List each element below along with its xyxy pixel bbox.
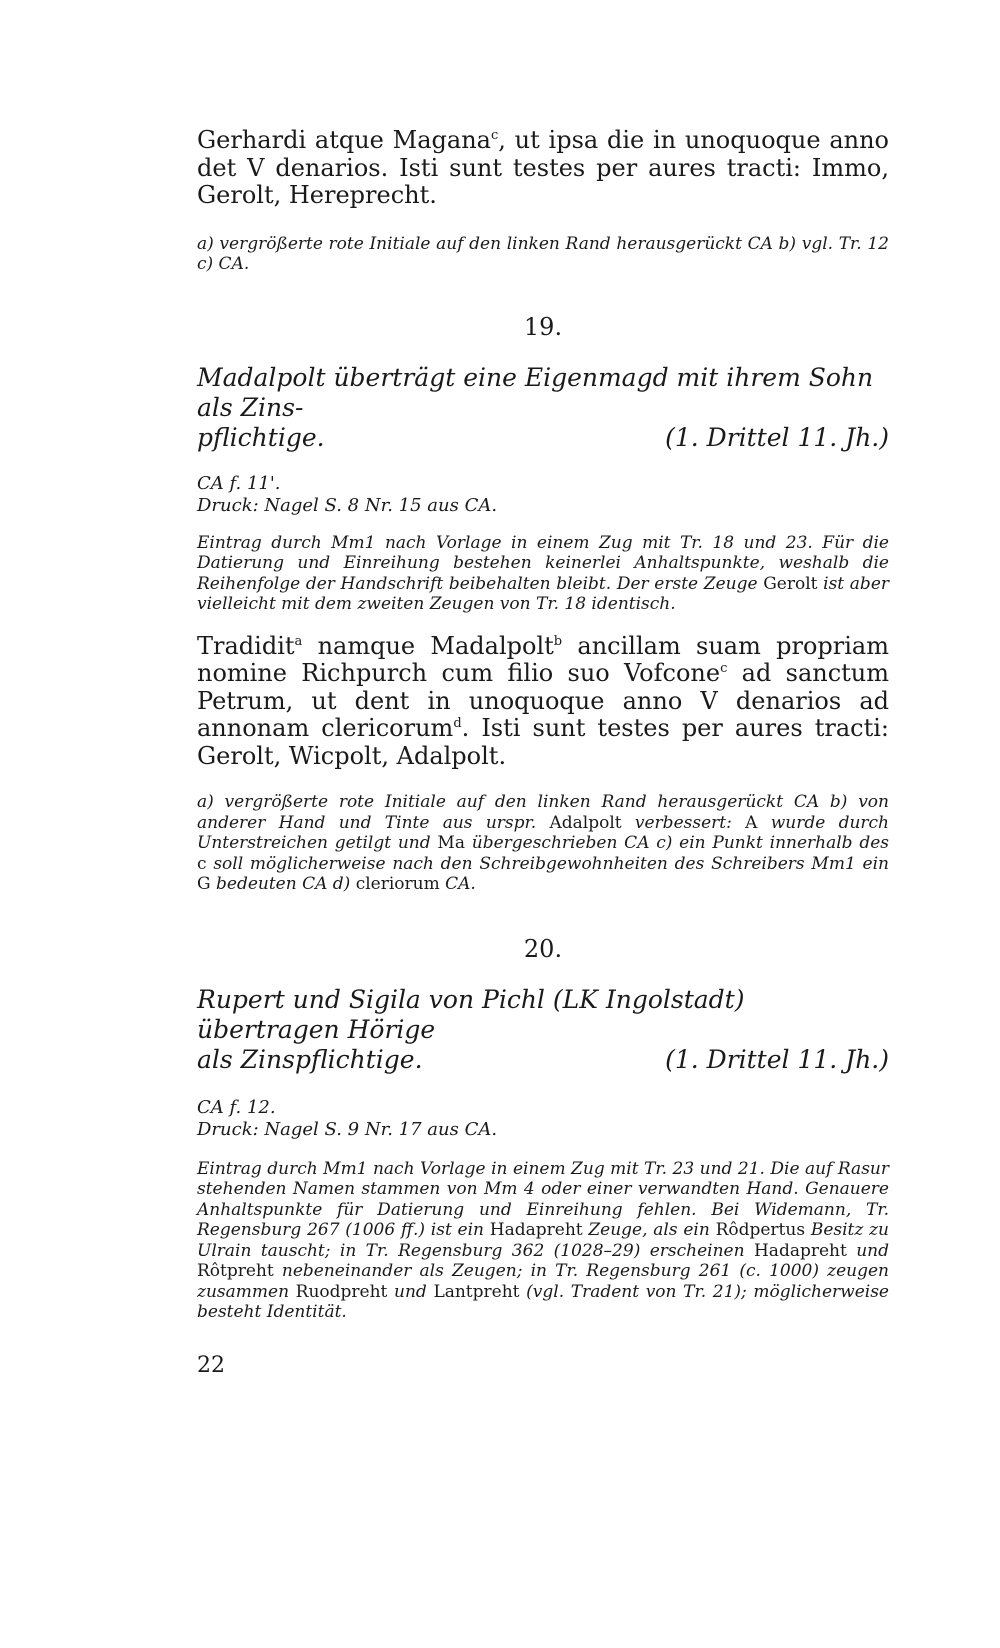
entry-20-title-line2: als Zinspflichtige.	[197, 1044, 423, 1074]
entry-19-commentary: Eintrag durch Mm1 nach Vorlage in einem Zug mit Tr. 18 und 23. Für die Datierung und Einreihung bestehen keinerlei Anhaltspunkte, weshalb die Reihenfolge der Handschrift beibehalten bleibt. Der erste Zeuge Gerolt ist aber vielleicht mit dem zweiten Zeugen von Tr. 18 identisch.	[197, 532, 890, 614]
entry-20-title-line1: Rupert und Sigila von Pichl (LK Ingolstadt) übertragen Hörige	[197, 984, 745, 1044]
entry-19-heading	[197, 363, 889, 453]
entry-20-date: (1. Drittel 11. Jh.)	[665, 1044, 889, 1074]
footnotes-18: a) vergrößerte rote Initiale auf den linken Rand herausgerückt CA b) vgl. Tr. 12 c) CA.	[197, 233, 889, 274]
entry-19-date: (1. Drittel 11. Jh.)	[665, 422, 889, 452]
text-continuation: Gerhardi atque Magana$^c$, ut ipsa die in unoquoque anno det V denarios. Isti sunt testes per aures tracti: Immo, Gerolt, Hereprecht.	[197, 126, 889, 209]
entry-number-19: 19.	[523, 312, 563, 341]
entry-19-source: CA f. 11'.	[197, 472, 281, 494]
entry-20-source: CA f. 12.	[197, 1096, 276, 1118]
page-content	[197, 127, 889, 1378]
entry-19-title-line2: pflichtige.	[197, 422, 325, 452]
page-number: 22	[197, 1352, 225, 1378]
entry-20-commentary: Eintrag durch Mm1 nach Vorlage in einem Zug mit Tr. 23 und 21. Die auf Rasur stehenden Namen stammen von Mm 4 oder einer verwandten Hand. Genauere Anhaltspunkte für Datierung und Einreihung fehlen. Bei Widemann, Tr. Regensburg 267 (1006 ff.) ist ein Hadapreht Zeuge, als ein Rôdpertus Besitz zu Ulrain tauscht; in Tr. Regensburg 362 (1028–29) erscheinen Hadapreht und Rôtpreht nebeneinander als Zeugen; in Tr. Regensburg 261 (c. 1000) zeugen zusammen Ruodpreht und Lantpreht (vgl. Tradent von Tr. 21); möglicherweise besteht Identität.	[197, 1158, 889, 1322]
entry-19-footnotes: a) vergrößerte rote Initiale auf den linken Rand herausgerückt CA b) von anderer Hand und Tinte aus urspr. Adalpolt verbessert: A wurde durch Unterstreichen getilgt und Ma übergeschrieben CA c) ein Punkt innerhalb des c soll möglicherweise nach den Schreibgewohnheiten des Schreibers Mm1 ein G bedeuten CA d) cleriorum CA.	[197, 792, 889, 894]
entry-20-heading	[197, 985, 889, 1075]
entry-19-print: Druck: Nagel S. 8 Nr. 15 aus CA.	[197, 494, 498, 516]
entry-19-text: Tradidit$^a$ namque Madalpolt$^b$ ancillam suam propriam nomine Richpurch cum filio suo Vofcone$^c$ ad sanctum Petrum, ut dent in unoquoque anno V denarios ad annonam clericorum$^d$. Isti sunt testes per aures tracti: Gerolt, Wicpolt, Adalpolt.	[197, 631, 890, 770]
entry-number-20: 20.	[523, 934, 563, 963]
entry-19-title-line1: Madalpolt überträgt eine Eigenmagd mit ihrem Sohn als Zins-	[197, 362, 874, 422]
entry-20-print: Druck: Nagel S. 9 Nr. 17 aus CA.	[197, 1118, 498, 1140]
